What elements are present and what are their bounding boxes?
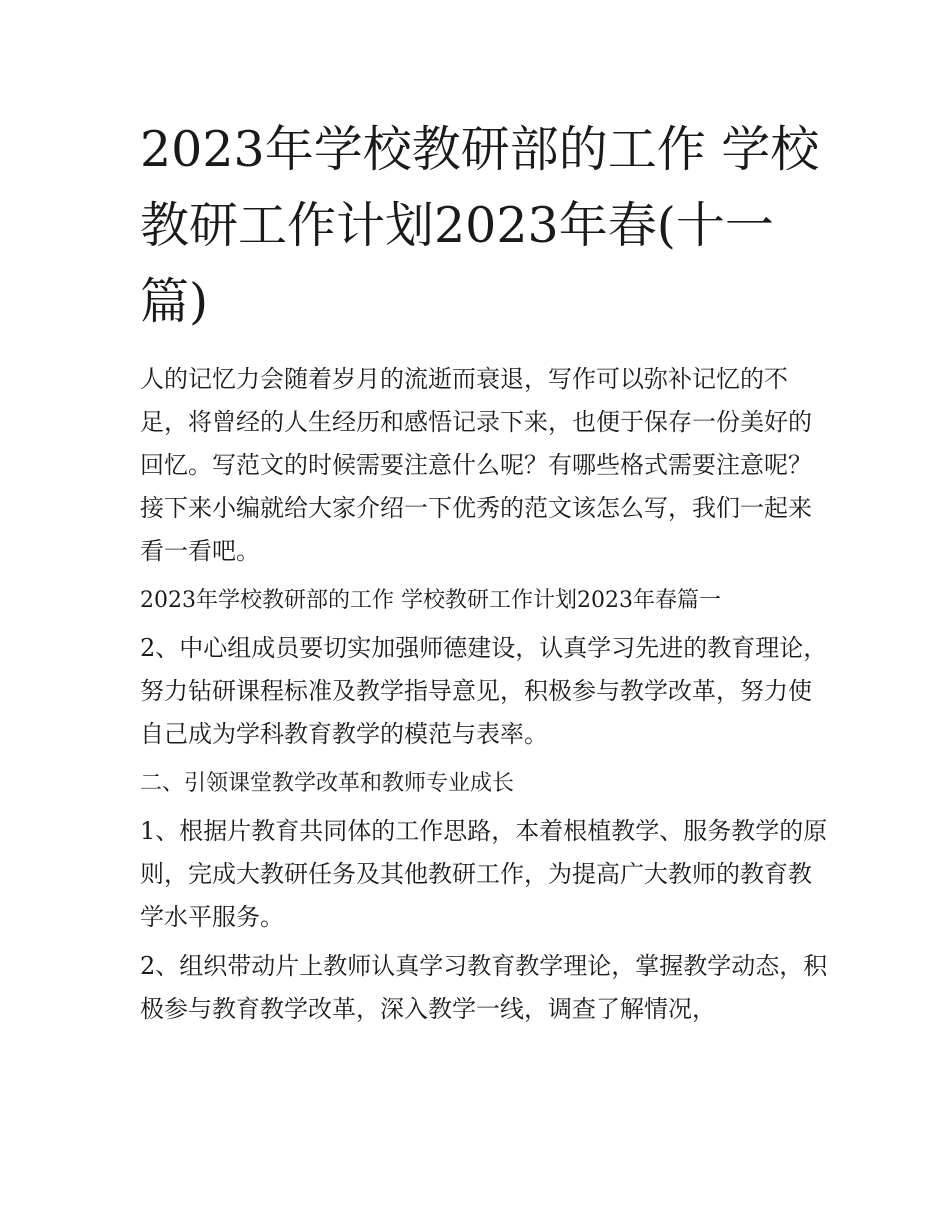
document-page (140, 112, 830, 1036)
subheading: 二、引领课堂教学改革和教师专业成长 (140, 771, 515, 796)
section-title: 2023年学校教研部的工作 学校教研工作计划2023年春篇一 (140, 588, 721, 613)
paragraph-item-2: 1、根据片教育共同体的工作思路，本着根植教学、服务教学的原则，完成大教研任务及其他教研工作，为提高广大教师的教育教学水平服务。 (140, 817, 828, 931)
paragraph-item-1: 2、中心组成员要切实加强师德建设，认真学习先进的教育理论，努力钻研课程标准及教学指导意见，积极参与教学改革，努力使自己成为学科教育教学的模范与表率。 (140, 634, 828, 748)
paragraph-item-3: 2、组织带动片上教师认真学习教育教学理论，掌握教学动态，积极参与教育教学改革，深入教学一线，调查了解情况， (140, 952, 828, 1023)
intro-paragraph: 人的记忆力会随着岁月的流逝而衰退，写作可以弥补记忆的不足，将曾经的人生经历和感悟记录下来，也便于保存一份美好的回忆。写范文的时候需要注意什么呢？有哪些格式需要注意呢？接下来小编就给大家介绍一下优秀的范文该怎么写，我们一起来看一看吧。 (140, 365, 812, 565)
document-title: 2023年学校教研部的工作 学校教研工作计划2023年春(十一篇) (140, 121, 820, 330)
